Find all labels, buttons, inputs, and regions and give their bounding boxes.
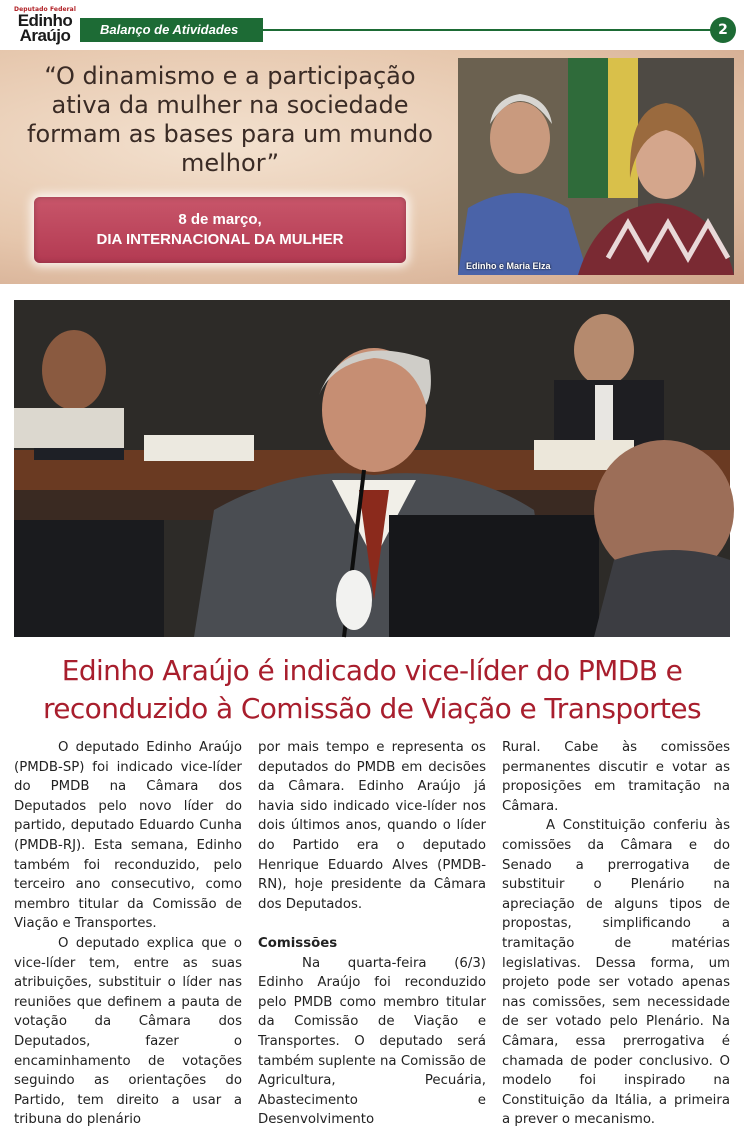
article-column-3 (502, 738, 730, 1130)
womens-day-date: 8 de março, (178, 211, 262, 228)
article-body (14, 738, 730, 1128)
section-title: Balanço de Atividades (80, 18, 263, 42)
page-number: 2 (710, 17, 736, 43)
photo-caption: Edinho e Maria Elza (466, 261, 551, 271)
header-divider (263, 29, 713, 31)
womens-day-badge (34, 197, 406, 263)
article-headline: Edinho Araújo é indicado vice-líder do PMDB e reconduzido à Comissão de Viação e Transportes (42, 654, 702, 725)
article-paragraph: Na quarta-feira (6/3) Edinho Araújo foi reconduzido pelo PMDB como membro titular da Comissão de Viação e Transportes. O deputado será também suplente na Comissão de Agricultura, Pecuária, Abastecimento e Desenvolvimento (258, 955, 486, 1128)
womens-day-title: DIA INTERNACIONAL DA MULHER (96, 231, 344, 248)
logo-subtitle: Deputado Federal (14, 6, 76, 13)
article-subheading: Comissões (258, 935, 338, 951)
article-column-2 (258, 738, 486, 1130)
couple-photo-illustration (458, 58, 734, 275)
article-paragraph: por mais tempo e representa os deputados do PMDB em decisões da Câmara. Edinho Araújo já havia sido indicado vice-líder nos dois últimos anos, quando o líder do Partido era o deputado Henrique Eduardo Alves (PMDB-RN), hoje presidente da Câmara dos Deputados. (258, 740, 486, 912)
couple-photo (458, 58, 734, 275)
logo (14, 6, 76, 46)
logo-name-last: Araújo (19, 26, 71, 45)
committee-photo (14, 300, 730, 637)
article-paragraph: O deputado explica que o vice-líder tem, entre as suas atribuições, substituir o líder nas reuniões que definem a pauta de votação da Câmara dos Deputados, fazer o encaminhamento de votações seguindo as orientações do Partido, tem direito a usar a tribuna do plenário (14, 935, 242, 1128)
committee-photo-illustration (14, 300, 730, 637)
article-paragraph: A Constituição conferiu às comissões da Câmara e do Senado a prerrogativa de substituir o Plenário na apreciação de alguns tipos de propostas, simplificando a tramitação de matérias legislativas. Dessa forma, um projeto pode ser votado apenas nas comissões, sem necessidade de ser votado pelo Plenário. Na Câmara, essa prerrogativa é chamada de poder conclusivo. O modelo foi inspirado na Constituição da Itália, a primeira a prever o mecanismo. (502, 818, 730, 1128)
banner-quote: “O dinamismo e a participação ativa da mulher na sociedade formam as bases para um mundo melhor” (27, 62, 433, 177)
article-column-1 (14, 738, 242, 1130)
page-header (0, 0, 744, 50)
logo-name-first: Edinho (17, 11, 73, 30)
article-paragraph: O deputado Edinho Araújo (PMDB-SP) foi indicado vice-líder do PMDB na Câmara dos Deputados pelo novo líder do partido, deputado Eduardo Cunha (PMDB-RJ). Esta semana, Edinho também foi reconduzido, pelo terceiro ano consecutivo, como membro titular da Comissão de Viação e Transportes. (14, 740, 242, 932)
article-paragraph: Rural. Cabe às comissões permanentes discutir e votar as proposições em tramitação na Câmara. (502, 740, 730, 814)
